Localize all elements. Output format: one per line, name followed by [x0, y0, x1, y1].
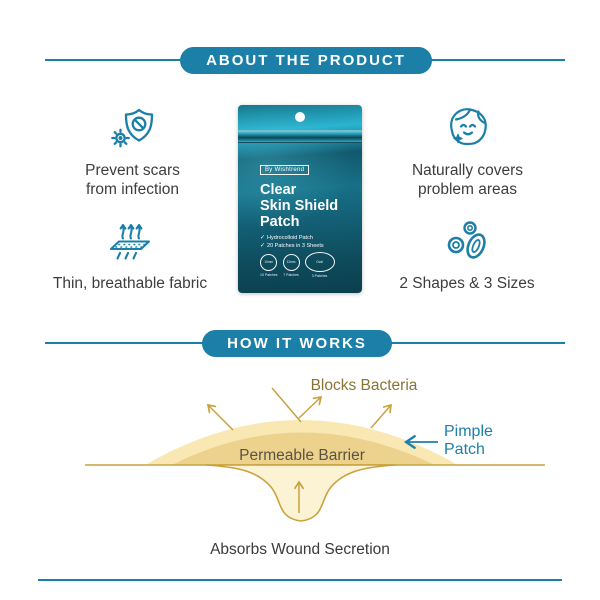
bacteria-arrow-right [371, 405, 391, 428]
breathable-fabric-icon [106, 216, 154, 269]
check-icon: ✓ [260, 243, 266, 249]
shapes-sizes-icon [443, 216, 491, 269]
about-section-header [180, 47, 432, 74]
package-title [260, 182, 338, 230]
claim-row [260, 234, 324, 242]
bacteria-arrow-left [208, 405, 233, 430]
claim-text: Hydrocolloid Patch [267, 235, 313, 241]
permeable-barrier-label: Permeable Barrier [239, 447, 365, 464]
blocks-leader-line [272, 388, 301, 422]
claim-row [260, 242, 324, 250]
feature-prevent-scars [40, 103, 225, 199]
patch-mechanism-diagram [0, 368, 600, 600]
feature-shapes-sizes [367, 216, 567, 293]
feature-naturally-covers [375, 103, 560, 199]
size-count: 7 Patches [283, 272, 299, 277]
pimple-patch-label-line2: Patch [444, 441, 485, 458]
how-section-header [202, 330, 392, 357]
size-item [260, 254, 278, 277]
shield-block-icon [109, 103, 157, 156]
feature-label-line: Naturally covers [411, 162, 524, 179]
size-item [305, 252, 335, 278]
claim-text: 20 Patches in 3 Sheets [267, 243, 324, 249]
size-label: 10mm [264, 260, 274, 264]
pimple-patch-label-line1: Pimple [444, 423, 493, 440]
check-icon: ✓ [260, 235, 266, 241]
product-package [238, 105, 362, 293]
package-title-line: Clear [260, 182, 297, 198]
package-claims [260, 234, 324, 250]
brand-logo: By Wishtrend [260, 165, 309, 175]
blocks-bacteria-label: Blocks Bacteria [310, 377, 418, 394]
feature-label-line: Prevent scars [85, 162, 180, 179]
about-header-label: ABOUT THE PRODUCT [206, 52, 406, 69]
feature-label-line: Thin, breathable fabric [52, 275, 208, 292]
wound-cavity [206, 465, 396, 521]
size-count: 3 Patches [311, 274, 328, 278]
natural-face-icon [444, 103, 492, 156]
size-item [283, 254, 300, 277]
size-count: 10 Patches [260, 272, 278, 277]
feature-label-line: problem areas [417, 181, 518, 198]
size-label: Oval [316, 260, 323, 264]
bacteria-arrow-center [299, 397, 321, 418]
zip-seal [238, 130, 362, 143]
how-header-label: HOW IT WORKS [227, 335, 367, 352]
hang-hole [295, 112, 305, 122]
package-title-line: Patch [260, 214, 300, 230]
absorbs-secretion-label: Absorbs Wound Secretion [210, 541, 390, 558]
size-circle-icon [260, 254, 277, 271]
feature-label-line: from infection [85, 181, 180, 198]
size-oval-icon [305, 252, 335, 272]
feature-label-line: 2 Shapes & 3 Sizes [399, 275, 535, 292]
patch-size-chart [260, 252, 335, 278]
size-circle-icon [283, 254, 300, 271]
package-title-line: Skin Shield [260, 198, 339, 214]
size-label: 12mm [286, 260, 296, 264]
feature-breathable-fabric [30, 216, 230, 293]
bottom-rule [38, 579, 562, 581]
